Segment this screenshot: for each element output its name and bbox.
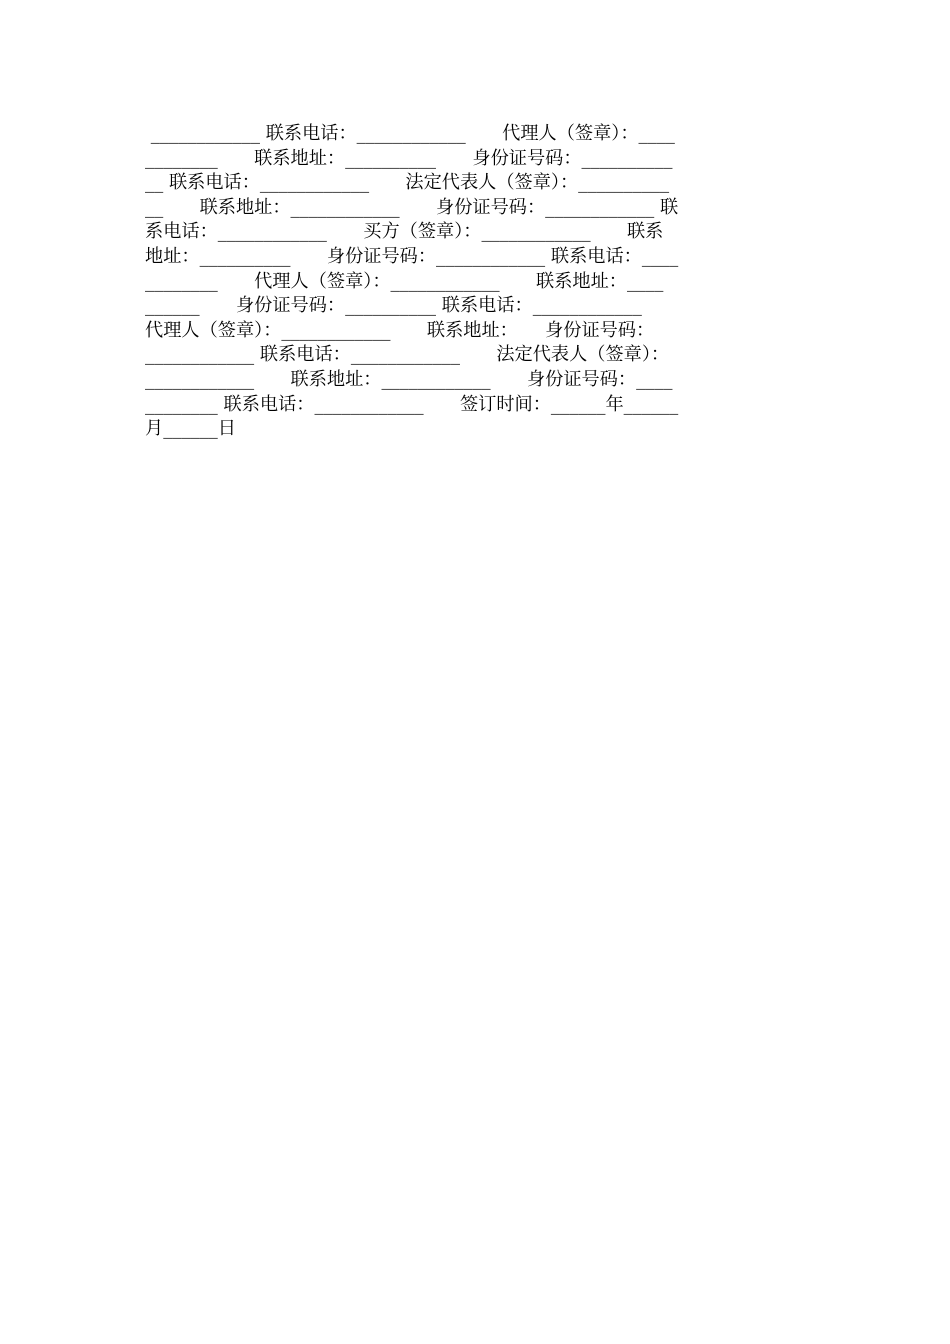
text-line: ________ 联系地址：__________ 身份证号码：__________ xyxy=(145,147,673,169)
text-line: __ 联系电话：____________ 法定代表人（签章）：__________ xyxy=(145,172,670,194)
text-line: __ 联系地址：____________ 身份证号码：____________ 联 xyxy=(145,196,679,218)
text-line: ____________ 联系电话：____________ 代理人（签章）：____ xyxy=(145,123,675,144)
text-line: ____________ 联系地址：____________ 身份证号码：____ xyxy=(145,368,673,390)
text-line: ________ 联系电话：____________ 签订时间：______年______ xyxy=(145,393,679,415)
contract-signature-block xyxy=(145,122,807,442)
text-line: ____________ 联系电话：____________ 法定代表人（签章）： xyxy=(145,344,670,366)
text-line: 代理人（签章）：____________ 联系地址： 身份证号码： xyxy=(145,319,655,341)
text-line: 地址：__________ 身份证号码：____________ 联系电话：____ xyxy=(145,245,679,267)
text-line: ______ 身份证号码：__________ 联系电话：____________ xyxy=(145,295,642,317)
text-line: 系电话：____________ 买方（签章）：____________ 联系 xyxy=(145,221,664,243)
text-line: ________ 代理人（签章）：____________ 联系地址：____ xyxy=(145,270,664,292)
text-line: 月______日 xyxy=(145,418,236,440)
